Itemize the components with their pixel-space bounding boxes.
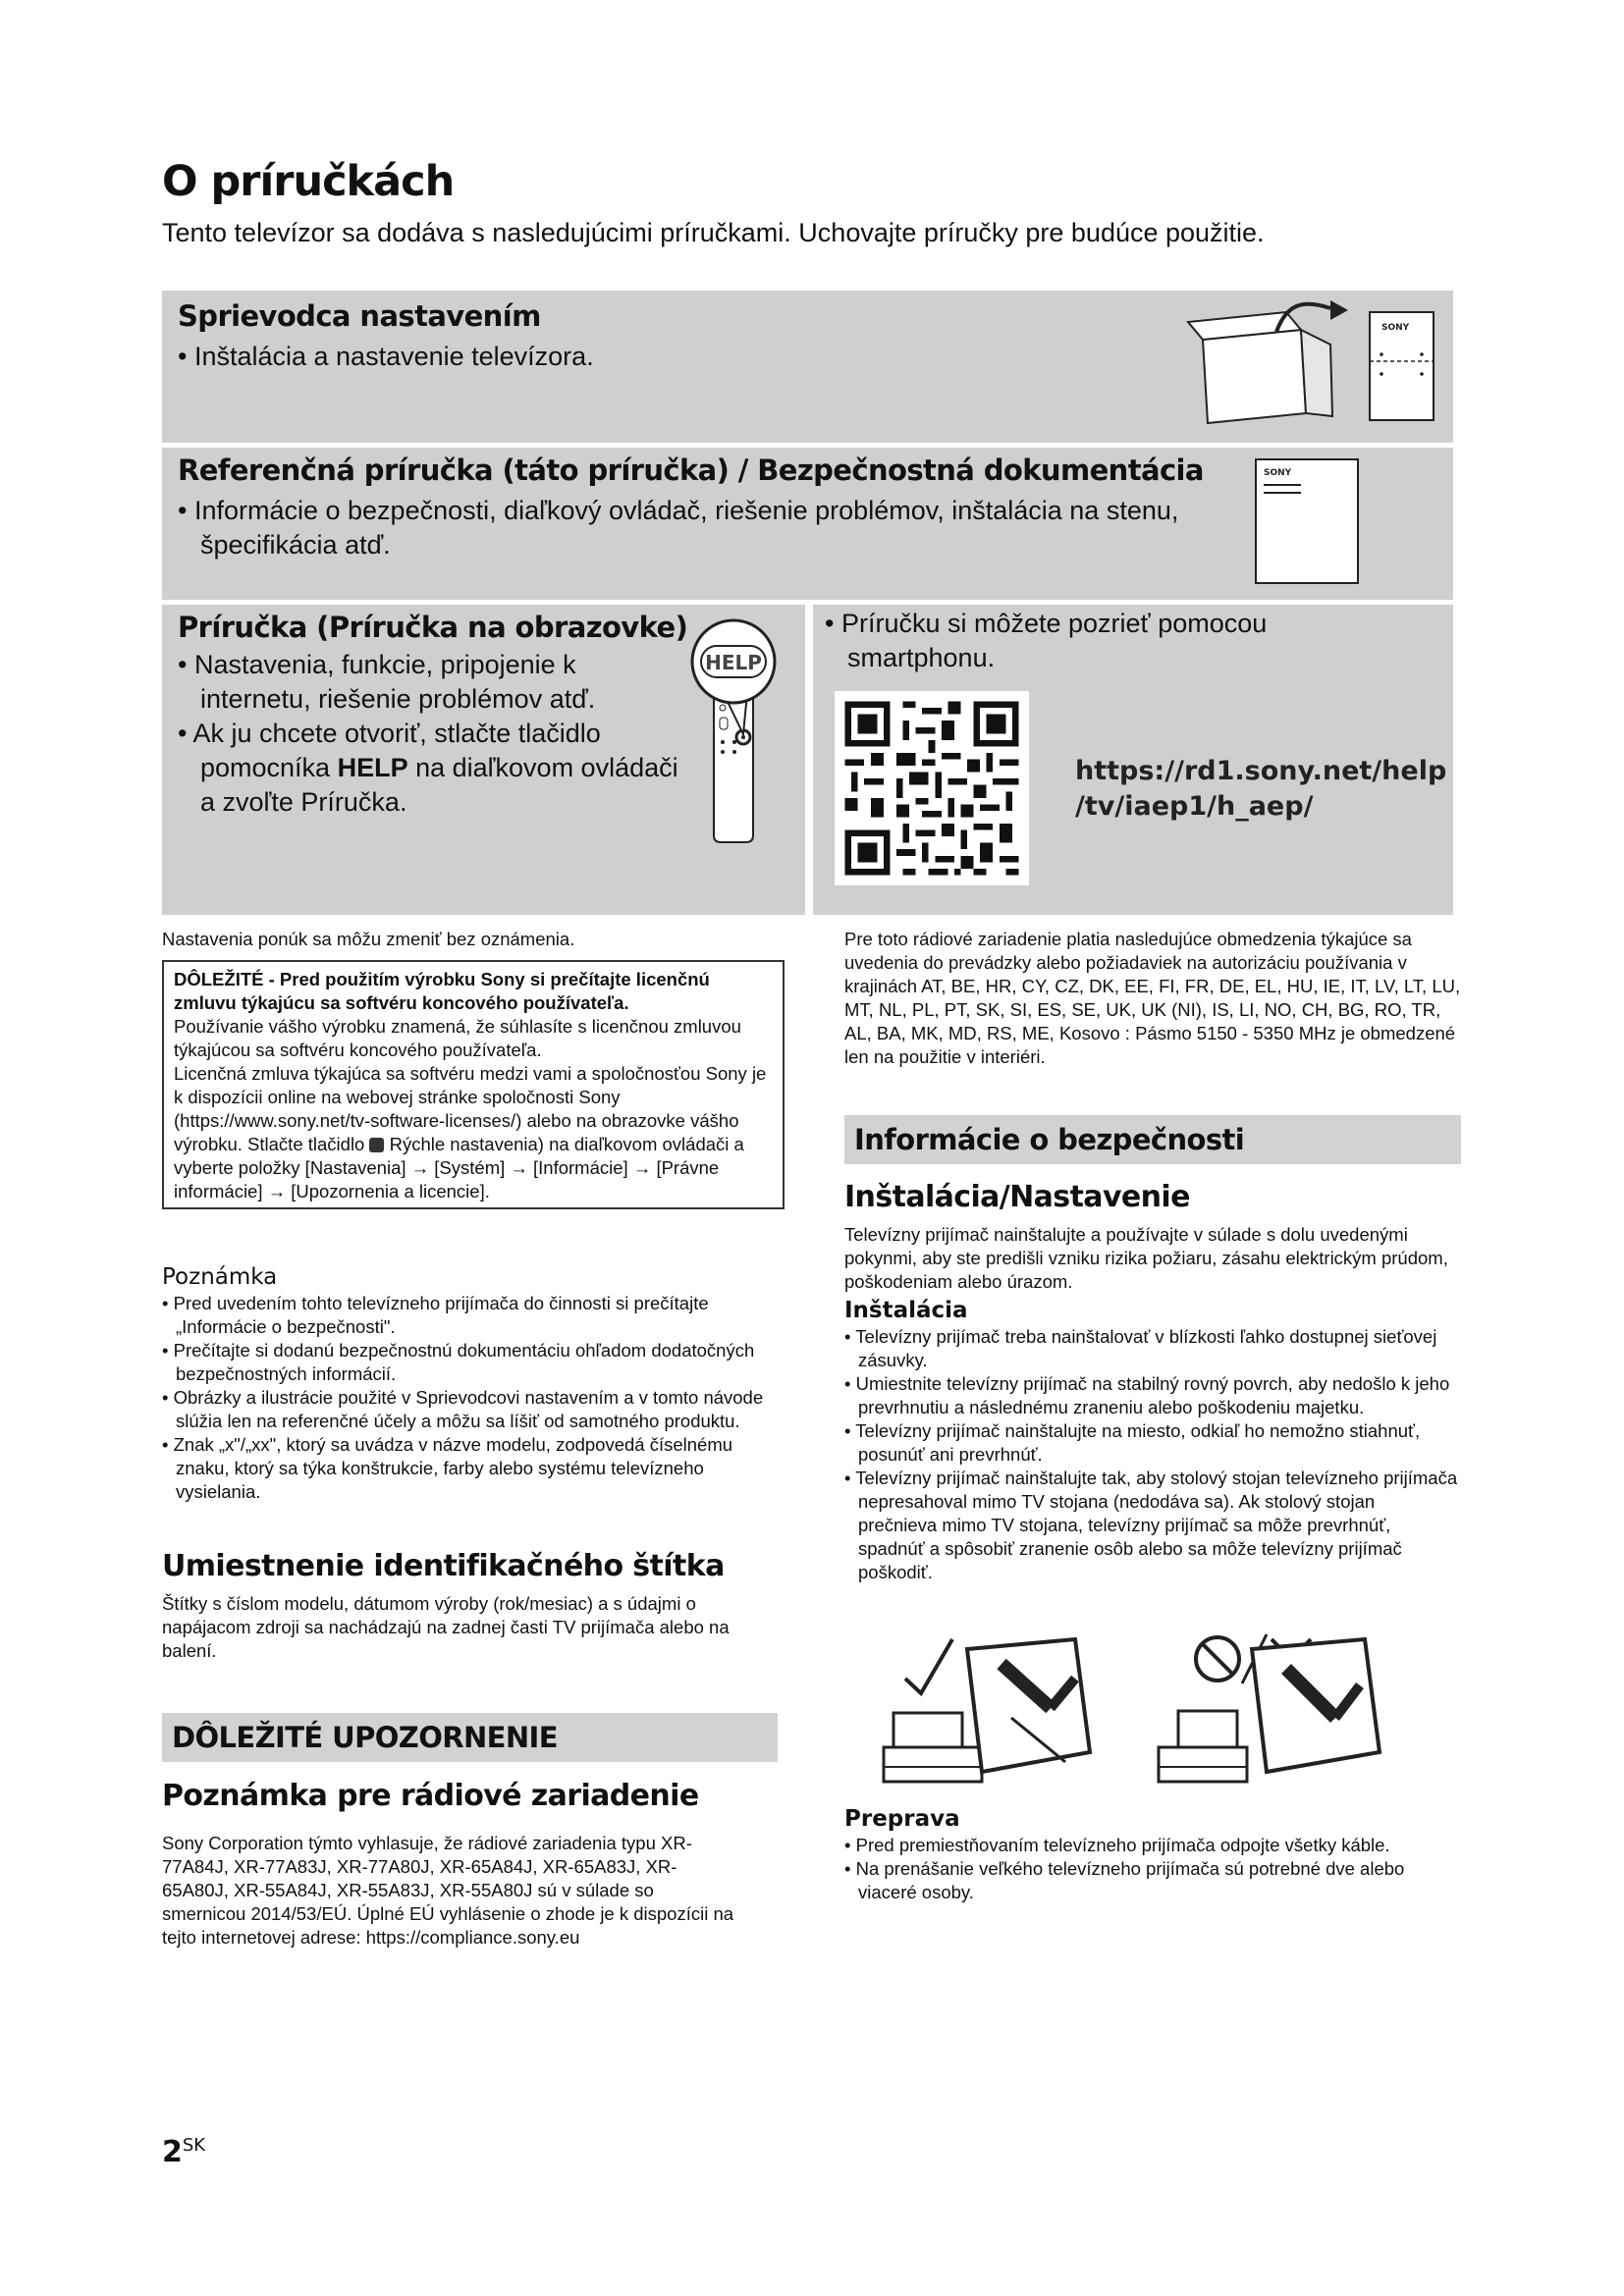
installation-title: Inštalácia — [844, 1298, 968, 1323]
page-number: $2^{SK}$ — [162, 2135, 206, 2169]
installation-setup-text: Televízny prijímač nainštalujte a používajte v súlade s dolu uvedenými pokynmi, aby ste predišli vzniku rizika požiaru, zásahu elektrickým prúdom, poškodeniam alebo úrazom. — [844, 1224, 1448, 1292]
menu-change-note: Nastavenia ponúk sa môžu zmeniť bez oznámenia. — [162, 929, 575, 949]
label-location-text: Štítky s číslom modelu, dátumom výroby (rok/mesiac) a s údajmi o napájacom zdroji sa nachádzajú na zadnej časti TV prijímača alebo na balení. — [162, 1593, 730, 1661]
installation-section — [844, 1298, 1458, 1584]
note-section — [162, 1264, 776, 1504]
transport-item-1: • Pred premiestňovaním televízneho prijímača odpojte všetky káble. — [844, 1835, 1390, 1855]
qr-code-icon[interactable] — [835, 691, 1029, 885]
svg-text:HELP: HELP — [705, 651, 762, 674]
installation-item-2: • Umiestnite televízny prijímač na stabilný rovný povrch, aby nedošlo k jeho prevrhnutiu a následnému zraneniu alebo poškodeniu majetku. — [844, 1373, 1450, 1417]
setup-guide-box — [162, 291, 1453, 443]
smartphone-bullet: • Príručku si môžete pozrieť pomocou smartphonu. — [825, 609, 1268, 672]
installation-item-3: • Televízny prijímač nainštalujte na miesto, odkiaľ ho nemožno stiahnuť, posunúť ani prevrhnúť. — [844, 1420, 1421, 1465]
label-location-title: Umiestnenie identifikačného štítka — [162, 1549, 725, 1583]
help-guide-title: Príručka (Príručka na obrazovke) — [178, 611, 688, 644]
language-code: SK — [182, 2135, 206, 2156]
important-notice-header: DÔLEŽITÉ UPOZORNENIE — [162, 1713, 778, 1762]
remote-help-icon — [689, 614, 787, 850]
smartphone-box — [813, 605, 1453, 915]
important-license-title: DÔLEŽITÉ - Pred použitím výrobku Sony si prečítajte licenčnú zmluvu týkajúcu sa softvéru koncového používateľa. — [174, 969, 710, 1013]
installation-setup-title: Inštalácia/Nastavenie — [844, 1180, 1190, 1214]
note-item-3: • Obrázky a ilustrácie použité v Sprievodcovi nastavením a v tomto návode slúžia len na referenčné účely a môžu sa líšiť od samotného produktu. — [162, 1387, 764, 1431]
tv-stand-illustration — [854, 1625, 1443, 1791]
quick-settings-icon — [369, 1138, 384, 1152]
help-guide-bullet-2: • Ak ju chcete otvoriť, stlačte tlačidlo pomocníka HELP na diaľkovom ovládači a zvoľte Príručka. — [178, 719, 678, 817]
reference-guide-bullet: • Informácie o bezpečnosti, diaľkový ovládač, riešenie problémov, inštalácia na stenu, špecifikácia atď. — [178, 496, 1179, 560]
important-license-box — [162, 960, 785, 1209]
reference-guide-box — [162, 448, 1453, 600]
box-unpack-icon — [1183, 300, 1448, 428]
important-license-p1: Používanie vášho výrobku znamená, že súhlasíte s licenčnou zmluvou týkajúcou sa softvéru koncového používateľa. — [174, 1016, 741, 1060]
help-guide-bullet-1: • Nastavenia, funkcie, pripojenie k internetu, riešenie problémov atď. — [178, 650, 596, 714]
setup-guide-title: Sprievodca nastavením — [178, 299, 541, 333]
page-title: O príručkách — [162, 157, 455, 206]
radio-equipment-title: Poznámka pre rádiové zariadenie — [162, 1779, 699, 1813]
note-item-2: • Prečítajte si dodanú bezpečnostnú dokumentáciu ohľadom dodatočných bezpečnostných informácií. — [162, 1340, 755, 1384]
svg-text:SONY: SONY — [1264, 468, 1292, 478]
svg-text:SONY: SONY — [1381, 323, 1410, 333]
note-item-4: • Znak „x"/„xx", ktorý sa uvádza v názve modelu, zodpovedá číselnému znaku, ktorý sa týka konštrukcie, farby alebo systému televízneho vysielania. — [162, 1434, 733, 1502]
intro-text: Tento televízor sa dodáva s nasledujúcimi príručkami. Uchovajte príručky pre budúce použitie. — [162, 218, 1265, 247]
transport-section — [844, 1806, 1458, 1904]
radio-equipment-text: Sony Corporation týmto vyhlasuje, že rádiové zariadenia typu XR-77A84J, XR-77A83J, XR-77A80J, XR-65A84J, XR-65A83J, XR-65A80J, XR-55A84J, XR-55A83J, XR-55A80J sú v súlade so smernicou 2014/53/EÚ. Úplné EÚ vyhlásenie o zhode je k dispozícii na tejto internetovej adrese: https://compliance.sony.eu — [162, 1833, 734, 1948]
radio-restrictions-text: Pre toto rádiové zariadenie platia nasledujúce obmedzenia týkajúce sa uvedenia do prevádzky alebo požiadaviek na autorizáciu používania v krajinách AT, BE, HR, CY, CZ, DK, EE, FI, FR, DE, EL, HU, IE, IT, LV, LT, LU, MT, NL, PL, PT, SK, SI, ES, SE, UK, UK (NI), IS, LI, NO, CH, BG, RO, TR, AL, BA, MK, MD, RS, ME, Kosovo : Pásmo 5150 - 5350 MHz je obmedzené len na použitie v interiéri. — [844, 929, 1461, 1067]
note-item-1: • Pred uvedením tohto televízneho prijímača do činnosti si prečítajte „Informácie o bezpečnosti". — [162, 1293, 709, 1337]
transport-title: Preprava — [844, 1806, 960, 1832]
help-url-line-2: /tv/iaep1/h_aep/ — [1075, 791, 1314, 822]
safety-info-header: Informácie o bezpečnosti — [844, 1115, 1461, 1164]
help-url[interactable] — [1075, 754, 1446, 825]
reference-guide-title: Referenčná príručka (táto príručka) / Bezpečnostná dokumentácia — [178, 454, 1204, 487]
help-guide-box — [162, 605, 805, 915]
setup-guide-bullet: • Inštalácia a nastavenie televízora. — [178, 342, 594, 371]
transport-item-2: • Na prenášanie veľkého televízneho prijímača sú potrebné dve alebo viaceré osoby. — [844, 1858, 1405, 1902]
reference-booklet-icon — [1254, 457, 1362, 587]
installation-item-1: • Televízny prijímač treba nainštalovať v blízkosti ľahko dostupnej sieťovej zásuvky. — [844, 1326, 1437, 1370]
important-license-p2: Licenčná zmluva týkajúca sa softvéru medzi vami a spoločnosťou Sony je k dispozícii online na webovej stránke spoločnosti Sony (https://www.sony.net/tv-software-licenses/) alebo na obrazovke vášho výrobku. Stlačte tlačidlo Rýchle nastavenia) na diaľkovom ovládači a vyberte položky [Nastavenia] → [Systém] → [Informácie] → [Právne informácie] → [Upozornenia a licencie]. — [174, 1063, 767, 1201]
help-url-line-1: https://rd1.sony.net/help — [1075, 756, 1447, 786]
installation-item-4: • Televízny prijímač nainštalujte tak, aby stolový stojan televízneho prijímača nepresahoval mimo TV stojana (nedodáva sa). Ak stolový stojan prečnieva mimo TV stojana, televízny prijímač sa môže prevrhnúť, spadnúť a spôsobiť zranenie osôb alebo sa môže televízny prijímač poškodiť. — [844, 1468, 1458, 1582]
note-title: Poznámka — [162, 1264, 278, 1290]
